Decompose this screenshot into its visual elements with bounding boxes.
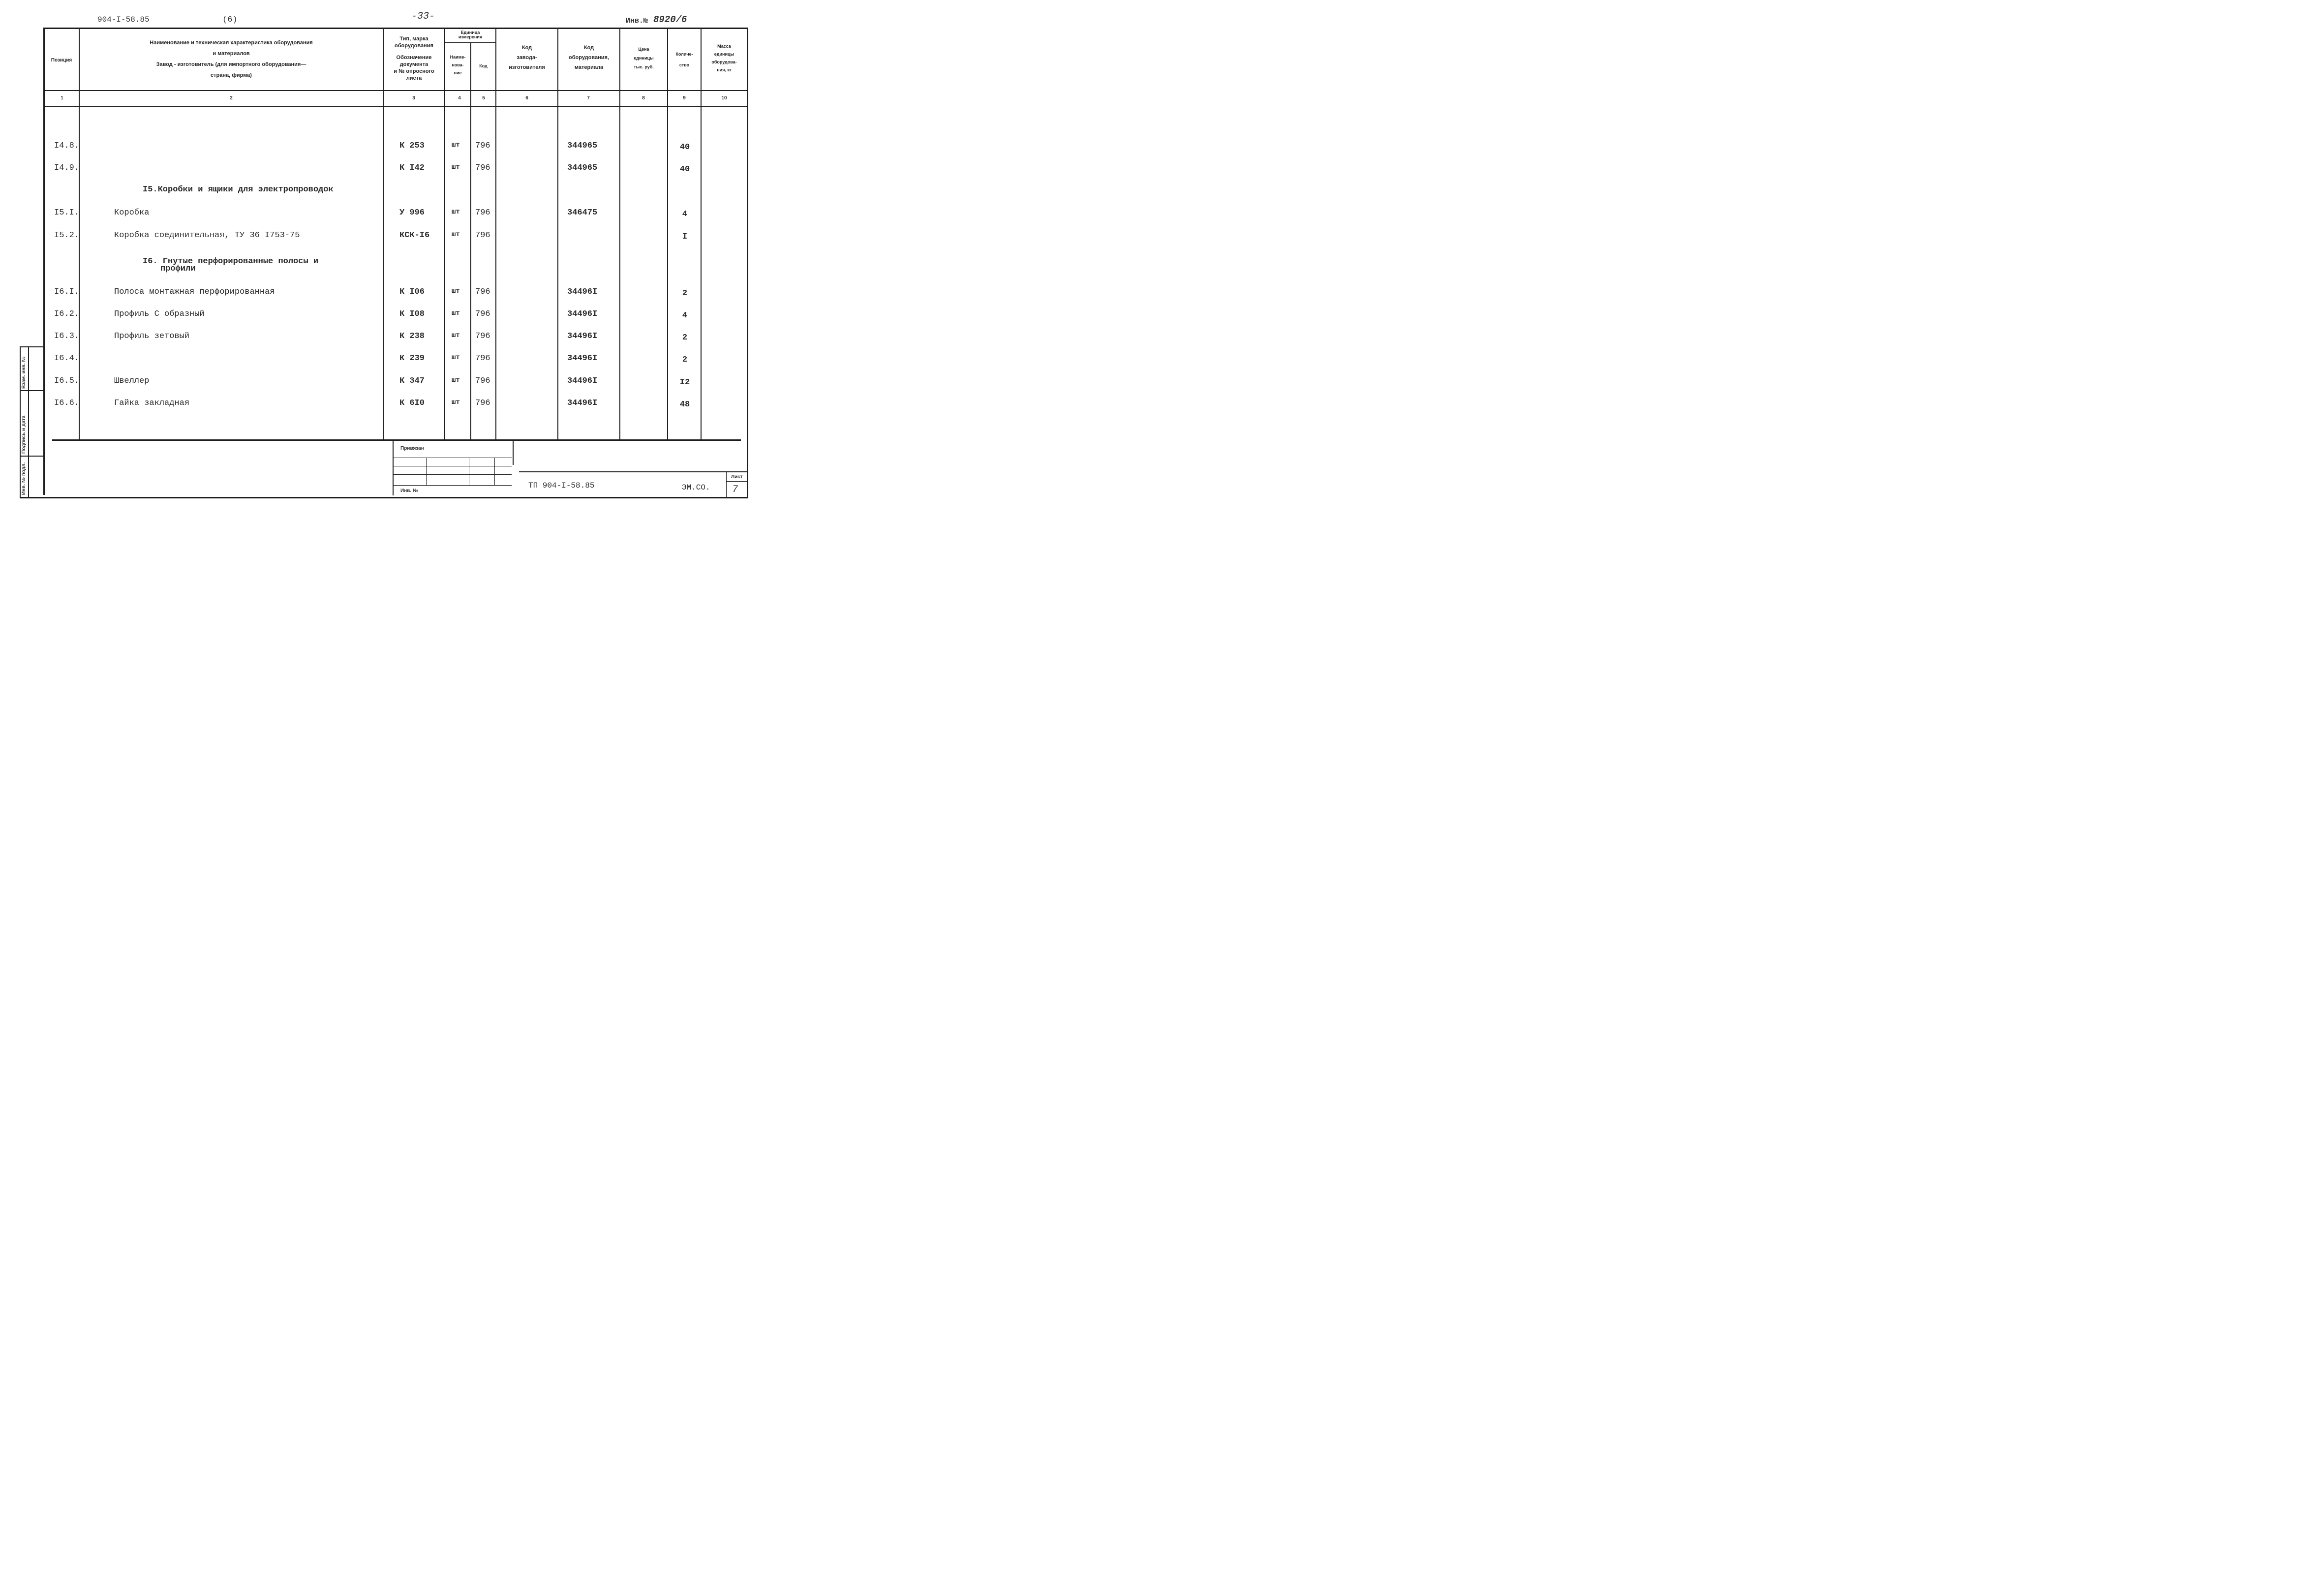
header-position: Позиция [51,58,72,63]
row-quantity: 48 [679,400,690,409]
col-line-3 [444,29,445,440]
row-quantity: 4 [682,311,688,320]
column-number: 1 [61,95,63,101]
row-material-code: 34496I [567,309,598,319]
col-line-5 [495,29,496,440]
column-number: 8 [642,95,645,101]
row-position: I6.I. [54,287,80,297]
row-position: I4.8. [54,141,80,151]
header-type: Тип, марка оборудования Обозначение документа и № опросного листа [394,36,434,81]
column-number: 2 [230,95,233,101]
row-unit-name: шт [452,287,460,295]
colnum-bottom-line [44,106,748,107]
row-material-code: 34496I [567,332,598,341]
side-podpis-label: Подпись и дата [21,415,27,454]
header-name: Наименование и техническая характеристика оборудования и материалов Завод - изготовитель (для импортного оборудования— страна, фирма) [150,40,313,78]
row-quantity: 4 [682,210,688,219]
frame-top [43,28,748,29]
header-bottom-line [44,90,748,91]
row-material-code: 344965 [567,141,598,151]
row-unit-name: шт [452,141,460,149]
row-unit-code: 796 [475,354,490,363]
inv-number: 8920/6 [653,14,687,25]
col-line-7 [619,29,620,440]
row-unit-code: 796 [475,399,490,408]
row-unit-code: 796 [475,287,490,297]
row-unit-code: 796 [475,208,490,217]
row-type: К 238 [399,332,425,341]
col-line-6 [557,29,558,440]
row-quantity: 2 [682,333,688,342]
row-type: К I08 [399,309,425,319]
row-unit-name: шт [452,309,460,317]
column-number: 4 [458,95,461,101]
frame-right [747,28,748,498]
side-inv-podl-label: Инв. № подл. [21,462,27,495]
header-unit-group: Единица измерения [458,30,483,39]
row-name: Коробка [114,208,150,217]
row-material-code: 344965 [567,163,598,173]
row-name: Профиль зетовый [114,332,190,341]
sheet-label: Лист [731,474,743,480]
row-position: I6.5. [54,376,80,386]
row-unit-name: шт [452,332,460,339]
column-number: 10 [721,95,727,101]
row-unit-code: 796 [475,231,490,240]
row-quantity: I [682,232,688,242]
row-position: I6.3. [54,332,80,341]
row-unit-name: шт [452,231,460,239]
row-unit-code: 796 [475,141,490,151]
privyazan-label: Привязан [400,446,424,451]
row-position: I4.9. [54,163,80,173]
row-quantity: 40 [679,143,690,152]
row-quantity: 2 [682,289,688,298]
header-mass: Масса единицы оборудова- ния, кг [711,44,737,72]
row-position: I5.I. [54,208,80,217]
side-vzam-label: Взам. инв. № [21,356,27,389]
section-title: I6. Гнутые перфорированные полосы и [143,257,319,266]
frame-bottom [20,497,748,498]
row-material-code: 34496I [567,399,598,408]
row-type: К I06 [399,287,425,297]
row-material-code: 34496I [567,287,598,297]
col-line-9 [701,29,702,440]
row-unit-name: шт [452,376,460,384]
row-quantity: 2 [682,355,688,365]
row-type: К 347 [399,376,425,386]
col-line-2 [383,29,384,440]
row-quantity: 40 [679,165,690,174]
body-bottom-line [52,439,741,441]
inv-label: Инв.№ [626,17,648,25]
row-position: I5.2. [54,231,80,240]
header-maker-code: Код завода- изготовителя [509,45,545,70]
page-number: -33- [411,11,435,22]
unit-group-line [444,42,495,43]
header-price: Цена единицы тыс. руб. [634,47,654,69]
column-number: 9 [683,95,686,101]
row-type: К 6I0 [399,399,425,408]
row-unit-name: шт [452,208,460,216]
row-unit-name: шт [452,399,460,406]
stamp-suffix: ЭМ.СО. [682,483,710,492]
sheet-number: 7 [732,484,738,495]
row-material-code: 34496I [567,376,598,386]
row-material-code: 34496I [567,354,598,363]
row-unit-name: шт [452,354,460,362]
row-name: Гайка закладная [114,399,190,408]
row-type: К I42 [399,163,425,173]
header-material-code: Код оборудования, материала [569,45,609,70]
column-number: 3 [412,95,415,101]
column-number: 7 [587,95,590,101]
row-unit-code: 796 [475,309,490,319]
row-type: КСК-I6 [399,231,430,240]
header-quantity: Количе- ство [675,52,693,67]
doc-code: 904-I-58.85 [97,15,150,24]
row-type: К 239 [399,354,425,363]
row-position: I6.2. [54,309,80,319]
row-type: У 996 [399,208,425,217]
frame-left [43,28,45,495]
row-name: Коробка соединительная, ТУ 36 I753-75 [114,231,300,240]
row-position: I6.6. [54,399,80,408]
header-unit-code: Код [479,63,488,68]
header-unit-name: Наиме- нова- ние [450,55,466,75]
section-title-continued: профили [160,264,196,274]
row-type: К 253 [399,141,425,151]
col-line-4 [470,42,471,440]
stamp-doc-designation: ТП 904-I-58.85 [528,481,595,490]
row-position: I6.4. [54,354,80,363]
row-material-code: 346475 [567,208,598,217]
row-unit-code: 796 [475,332,490,341]
row-unit-code: 796 [475,163,490,173]
row-unit-code: 796 [475,376,490,386]
column-number: 5 [482,95,485,101]
stamp-inv-label: Инв. № [400,488,419,493]
row-quantity: I2 [679,378,690,387]
column-number: 6 [525,95,528,101]
sheet-in-parens: (6) [222,15,238,25]
section-title: I5.Коробки и ящики для электропроводок [143,185,334,194]
row-unit-name: шт [452,163,460,171]
row-name: Полоса монтажная перфорированная [114,287,275,297]
col-line-8 [667,29,668,440]
row-name: Швеллер [114,376,150,386]
row-name: Профиль С образный [114,309,205,319]
